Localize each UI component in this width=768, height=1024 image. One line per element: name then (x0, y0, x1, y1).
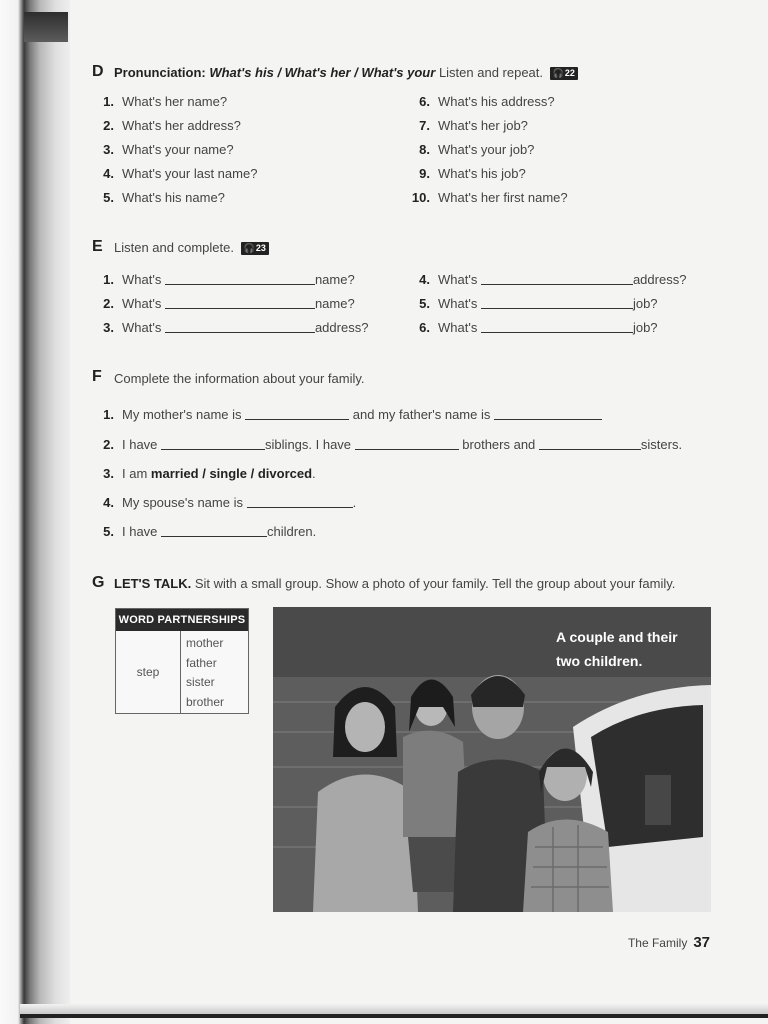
fill-in-item: 6. What's job? (419, 320, 658, 335)
answer-blank[interactable] (355, 437, 459, 450)
section-g-instruction: Sit with a small group. Show a photo of your family. Tell the group about your family. (194, 576, 676, 591)
section-g-label: LET'S TALK. (114, 576, 192, 591)
word-partnerships-prefix: step (116, 631, 181, 713)
section-d-instruction: Listen and repeat. (438, 65, 544, 80)
section-d-label: Pronunciation: (114, 65, 206, 80)
fill-in-item: 4. My spouse's name is . (103, 495, 357, 510)
answer-blank[interactable] (245, 407, 349, 420)
book-spine-shadow (0, 0, 70, 1024)
list-item: 8. What's your job? (419, 142, 535, 157)
word-partnerships-box (115, 608, 249, 714)
audio-track-badge-22[interactable] (550, 67, 578, 80)
list-item: 3. What's your name? (103, 142, 234, 157)
list-item: brother (186, 694, 225, 709)
page-bottom-shadow (20, 1004, 768, 1014)
audio-track-badge-23[interactable] (241, 242, 269, 255)
list-item: 5. What's his name? (103, 190, 225, 205)
list-item: 7. What's her job? (419, 118, 528, 133)
list-item: 6. What's his address? (419, 94, 555, 109)
fill-in-item: 2. What's name? (103, 296, 355, 311)
fill-in-item: 3. What's address? (103, 320, 369, 335)
fill-in-item: 4. What's address? (419, 272, 687, 287)
chapter-name: The Family (627, 936, 688, 950)
answer-blank[interactable] (161, 437, 265, 450)
list-item: 2. What's her address? (103, 118, 241, 133)
word-partnerships-title: WORD PARTNERSHIPS (116, 609, 248, 631)
page-number: 37 (693, 934, 710, 951)
list-item: sister (186, 675, 215, 689)
list-item: 4. What's your last name? (103, 166, 258, 181)
section-d-title: What's his / What's her / What's your (209, 65, 436, 80)
answer-blank[interactable] (481, 320, 633, 333)
answer-blank[interactable] (165, 296, 315, 309)
answer-blank[interactable] (161, 524, 267, 537)
book-spine-top (24, 12, 68, 42)
choice-item: 3. I am married / single / divorced. (103, 466, 316, 481)
fill-in-item: 1. What's name? (103, 272, 355, 287)
track-number: 23 (255, 243, 266, 253)
list-item: mother (186, 636, 224, 650)
section-e-letter: E (92, 238, 103, 255)
section-g-heading (114, 576, 675, 591)
section-g-letter: G (92, 574, 105, 591)
photo-caption-line: A couple and their (556, 629, 678, 645)
answer-blank[interactable] (539, 437, 641, 450)
track-number: 22 (564, 68, 575, 78)
list-item: father (186, 655, 217, 670)
answer-blank[interactable] (165, 272, 315, 285)
fill-in-item: 5. What's job? (419, 296, 658, 311)
fill-in-item: 2. I have siblings. I have brothers and sisters. (103, 437, 683, 452)
answer-blank[interactable] (247, 495, 353, 508)
headphones-icon: 🎧 (552, 68, 564, 78)
photo-caption (556, 625, 678, 673)
fill-in-item: 5. I have children. (103, 524, 317, 539)
list-item: 1. What's her name? (103, 94, 228, 109)
section-f-instruction: Complete the information about your family. (114, 371, 365, 386)
fill-in-item: 1. My mother's name is and my father's name is (94, 407, 602, 422)
section-f-letter: F (92, 368, 102, 385)
section-d-letter: D (92, 63, 104, 80)
section-e-instruction: Listen and complete. (114, 240, 234, 255)
answer-blank[interactable] (481, 296, 633, 309)
photo-caption-line: two children. (556, 653, 643, 669)
section-d-heading (114, 65, 578, 80)
marital-status-options[interactable]: married / single / divorced (150, 466, 313, 481)
headphones-icon: 🎧 (243, 243, 255, 253)
list-item: 10. What's her first name? (411, 190, 568, 205)
section-e-heading (114, 240, 269, 255)
family-photo (273, 607, 711, 912)
answer-blank[interactable] (165, 320, 315, 333)
answer-blank[interactable] (494, 407, 602, 420)
page-footer (628, 934, 710, 951)
word-partnerships-list (186, 634, 224, 712)
answer-blank[interactable] (481, 272, 633, 285)
page-bottom-edge (20, 1014, 768, 1018)
list-item: 9. What's his job? (419, 166, 526, 181)
